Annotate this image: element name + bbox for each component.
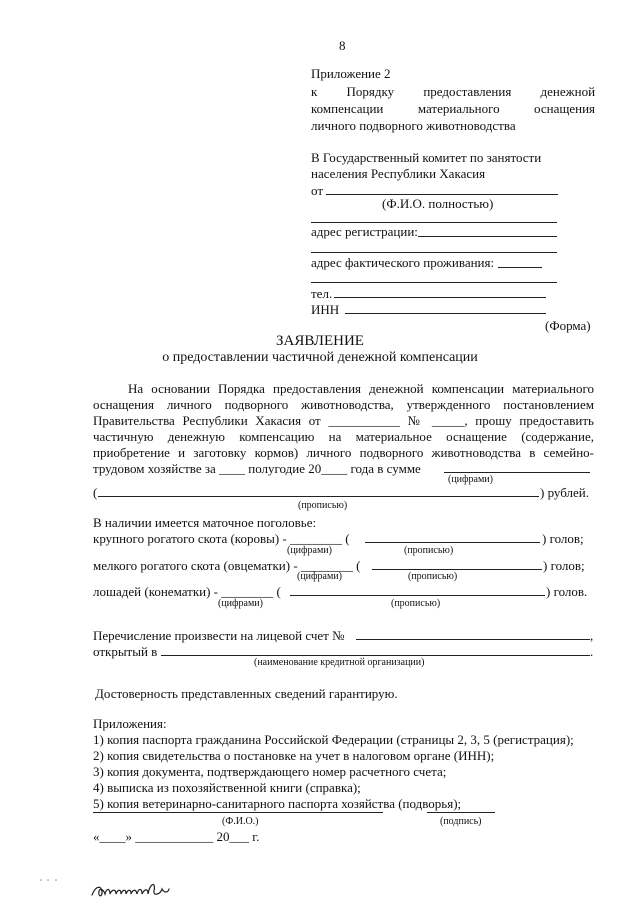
livestock-sheep-figures-caption: (цифрами) [297,571,342,582]
fio-caption: (Ф.И.О. полностью) [382,196,494,211]
addressee-line-2: населения Республики Хакасия [311,166,486,181]
actual-address-line [498,267,542,268]
livestock-horses-words-caption: (прописью) [391,598,441,609]
signature-caption: (подпись) [440,816,482,827]
fio-signature-line [93,812,383,813]
body-line-4: частичную денежную компенсацию на материальное оснащение (содержание, [93,429,594,444]
sum-words-caption: (прописью) [298,500,348,511]
livestock-horses-label: лошадей (конематки) - ________ ( [93,584,281,599]
registration-label: адрес регистрации: [311,224,418,239]
tel-label: тел. [311,286,333,301]
bank-caption: (наименование кредитной организации) [254,657,425,668]
date-line: «____» ____________ 20___ г. [93,829,260,844]
inn-line [345,313,546,314]
bank-dot: . [590,644,594,659]
handwritten-initials [90,877,170,901]
attachment-item: 5) копия ветеринарно-санитарного паспорта хозяйства (подворья); [93,796,462,811]
document-title: ЗАЯВЛЕНИЕ [276,333,364,349]
registration-line [418,236,557,237]
livestock-cattle-unit: ) голов; [542,531,584,546]
attachment-item: 1) копия паспорта гражданина Российской Федерации (страницы 2, 3, 5 (регистрация); [93,732,574,747]
scan-dots [38,875,68,885]
signature-line [427,812,495,813]
appendix-line-3: личного подворного животноводства [311,118,516,133]
livestock-sheep-words-line [372,569,542,570]
livestock-horses-words-line [290,595,545,596]
addressee-line-1: В Государственный комитет по занятости [311,150,542,165]
sum-figures-line [444,472,590,473]
appendix-line-1: к Порядку предоставления денежной [311,84,596,99]
extra-line-3 [311,282,557,283]
tel-line [334,297,546,298]
sum-paren-open: ( [93,485,98,500]
appendix-line-2: компенсации материального оснащения [311,101,596,116]
body-line-2: оснащения личного подворного животноводства, утвержденного постановлением [93,397,594,412]
bank-name-line [161,655,590,656]
inn-label: ИНН [311,302,340,317]
sum-words-line [98,496,539,497]
document-subtitle: о предоставлении частичной денежной компенсации [162,350,478,365]
from-label: от [311,183,324,198]
livestock-cattle-figures-caption: (цифрами) [287,545,332,556]
account-number-line [356,639,590,640]
actual-address-label: адрес фактического проживания: [311,255,495,270]
attachment-item: 2) копия свидетельства о постановке на учет в налоговом органе (ИНН); [93,748,495,763]
livestock-horses-unit: ) голов. [546,584,588,599]
form-label: (Форма) [545,318,591,333]
from-fio-line [326,194,558,195]
attachments-heading: Приложения: [93,716,167,731]
livestock-cattle-words-line [365,542,540,543]
page-number: 8 [339,38,346,53]
body-line-3: Правительства Республики Хакасия от ___________ № _____, прошу предоставить [93,413,594,428]
sum-figures-caption: (цифрами) [448,474,493,485]
appendix-title: Приложение 2 [311,66,391,81]
livestock-horses-figures-caption: (цифрами) [218,598,263,609]
livestock-sheep-words-caption: (прописью) [408,571,458,582]
attachment-item: 3) копия документа, подтверждающего номер расчетного счета; [93,764,447,779]
body-line-5: приобретение и заготовку кормов) личного подворного животноводства в семейно- [93,445,594,460]
body-line-1: На основании Порядка предоставления денежной компенсации материального [128,381,594,396]
account-comma: , [590,628,594,643]
fio-caption-bottom: (Ф.И.О.) [222,816,259,827]
account-label: Перечисление произвести на лицевой счет № [93,628,345,643]
extra-line-2 [311,252,557,253]
livestock-heading: В наличии имеется маточное поголовье: [93,515,317,530]
livestock-cattle-words-caption: (прописью) [404,545,454,556]
bank-label: открытый в [93,644,158,659]
attachment-item: 4) выписка из похозяйственной книги (справка); [93,780,361,795]
livestock-sheep-unit: ) голов; [543,558,585,573]
guarantee-statement: Достоверность представленных сведений гарантирую. [95,686,398,701]
rubles-label: ) рублей. [540,485,589,500]
extra-line-1 [311,222,557,223]
livestock-sheep-label: мелкого рогатого скота (овцематки) - ________ ( [93,558,361,573]
livestock-cattle-label: крупного рогатого скота (коровы) - ________ ( [93,531,350,546]
body-line-6: трудовом хозяйстве за ____ полугодие 20____ года в сумме [93,461,421,476]
